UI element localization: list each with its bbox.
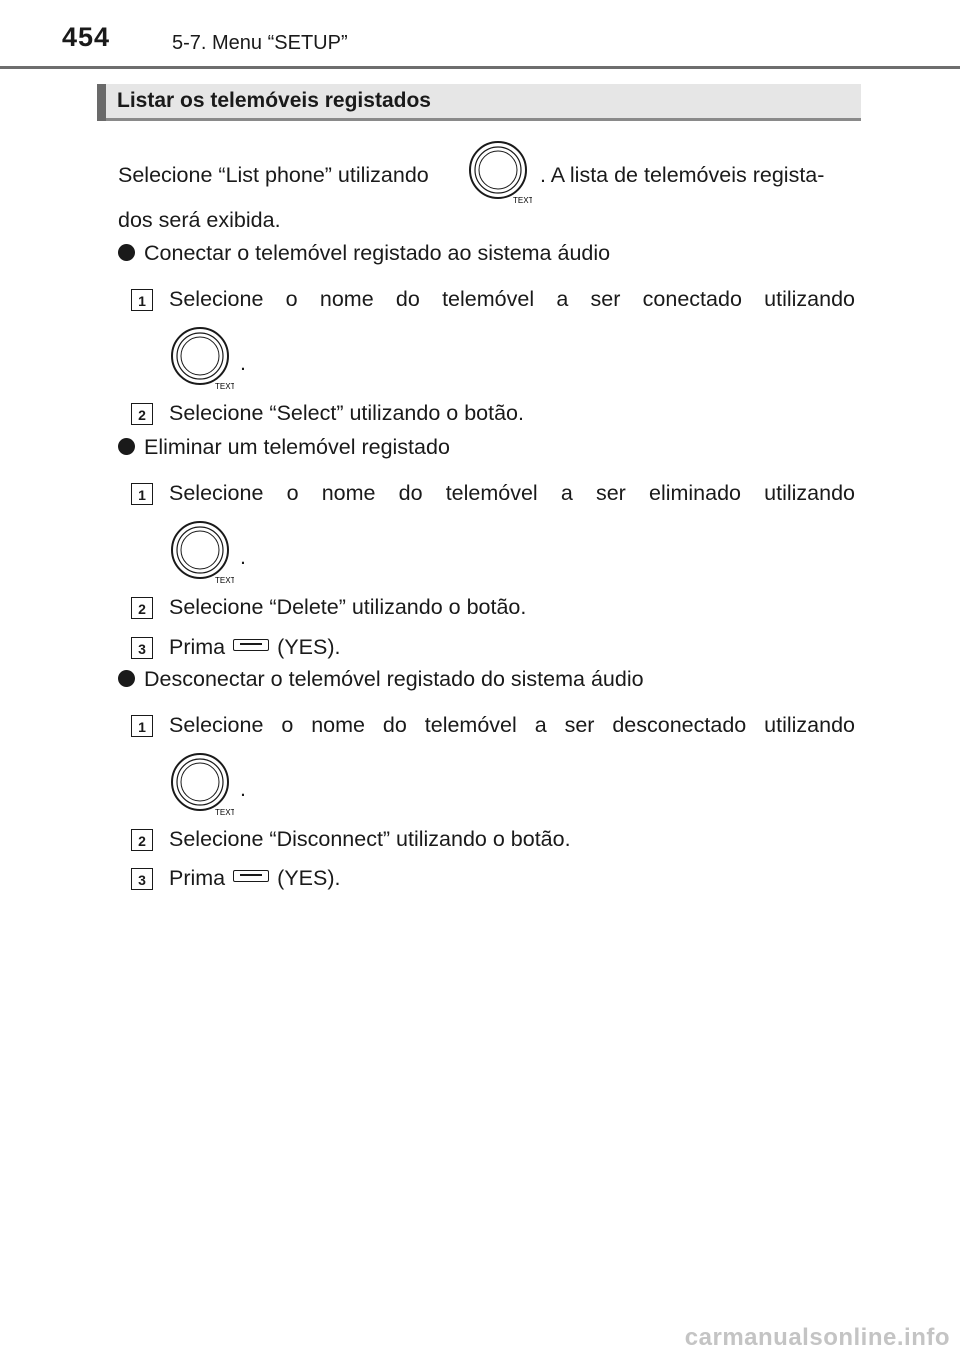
svg-text:TEXT: TEXT	[215, 576, 234, 585]
step-number: 2	[131, 829, 153, 851]
step-text: Prima (YES).	[169, 866, 341, 890]
step-text: Selecione o nome do telemóvel a ser conectado utilizando	[169, 287, 855, 311]
group-heading-connect: Conectar o telemóvel registado ao sistema áudio	[118, 240, 610, 266]
section-header	[97, 84, 861, 121]
step-text: Selecione “Disconnect” utilizando o botão.	[169, 827, 571, 851]
step-number: 3	[131, 868, 153, 890]
step-number: 1	[131, 289, 153, 311]
step-text: Prima (YES).	[169, 635, 341, 659]
svg-text:TEXT: TEXT	[215, 808, 234, 817]
section-accent	[97, 84, 106, 121]
group-heading-disconnect: Desconectar o telemóvel registado do sistema áudio	[118, 666, 644, 692]
text-knob-icon	[170, 326, 234, 392]
watermark: carmanualsonline.info	[684, 1324, 950, 1351]
step-tail: .	[240, 777, 246, 801]
step-text: Selecione “Delete” utilizando o botão.	[169, 595, 527, 619]
text-knob-icon	[170, 520, 234, 586]
header-rule	[0, 66, 960, 69]
step-text: Selecione “Select” utilizando o botão.	[169, 401, 524, 425]
chapter-title: 5-7. Menu “SETUP”	[172, 32, 348, 54]
yes-button-icon	[233, 870, 269, 882]
yes-button-icon	[233, 639, 269, 651]
step-number: 2	[131, 403, 153, 425]
intro-line-2: dos será exibida.	[118, 208, 281, 232]
step-text: Selecione o nome do telemóvel a ser desconectado utilizando	[169, 713, 855, 737]
text-knob-icon	[468, 140, 532, 206]
step-tail: .	[240, 545, 246, 569]
group-heading-delete: Eliminar um telemóvel registado	[118, 434, 450, 460]
section-title: Listar os telemóveis registados	[117, 89, 431, 112]
page-number: 454	[62, 22, 111, 52]
step-tail: .	[240, 351, 246, 375]
bullet-icon	[118, 438, 135, 455]
bullet-icon	[118, 670, 135, 687]
text-knob-icon	[170, 752, 234, 818]
svg-text:TEXT: TEXT	[215, 382, 234, 391]
intro-line-1-end: . A lista de telemóveis regista-	[540, 163, 825, 187]
intro-line-1-start: Selecione “List phone” utilizando	[118, 163, 429, 187]
step-number: 2	[131, 597, 153, 619]
step-text: Selecione o nome do telemóvel a ser eliminado utilizando	[169, 481, 855, 505]
bullet-icon	[118, 244, 135, 261]
step-number: 3	[131, 637, 153, 659]
svg-text:TEXT: TEXT	[513, 196, 532, 205]
step-number: 1	[131, 715, 153, 737]
step-number: 1	[131, 483, 153, 505]
